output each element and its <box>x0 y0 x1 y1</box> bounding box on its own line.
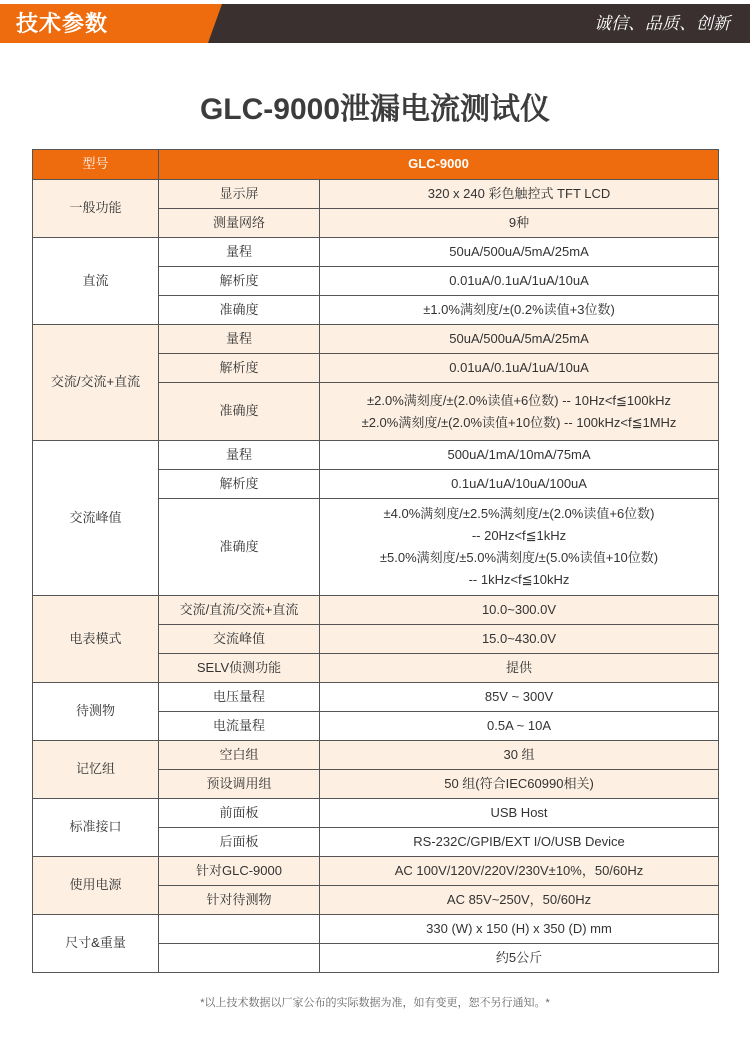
param-value-cell: 30 组 <box>320 741 719 770</box>
param-value-cell: 50uA/500uA/5mA/25mA <box>320 238 719 267</box>
table-row <box>33 441 719 470</box>
category-cell: 标准接口 <box>33 799 159 857</box>
param-value-cell: 320 x 240 彩色触控式 TFT LCD <box>320 180 719 209</box>
param-label-cell: 交流/直流/交流+直流 <box>159 596 320 625</box>
param-value-cell: USB Host <box>320 799 719 828</box>
param-value-cell: 9种 <box>320 209 719 238</box>
param-label-cell: 量程 <box>159 325 320 354</box>
param-value-cell: 提供 <box>320 654 719 683</box>
param-value-cell: 330 (W) x 150 (H) x 350 (D) mm <box>320 915 719 944</box>
banner-title: 技术参数 <box>16 11 109 36</box>
value-line: ±4.0%满刻度/±2.5%满刻度/±(2.0%读值+6位数) <box>383 506 655 521</box>
param-label-cell <box>159 915 320 944</box>
param-label-cell: 量程 <box>159 238 320 267</box>
param-value-cell: 15.0~430.0V <box>320 625 719 654</box>
param-label-cell: 准确度 <box>159 383 320 441</box>
param-label-cell: 前面板 <box>159 799 320 828</box>
param-value-cell: 约5公斤 <box>320 944 719 973</box>
param-value-cell: AC 100V/120V/220V/230V±10%，50/60Hz <box>320 857 719 886</box>
table-row <box>33 325 719 354</box>
value-line: -- 20Hz<f≦1kHz <box>471 528 567 543</box>
param-value-multiline <box>320 383 719 441</box>
category-cell: 交流/交流+直流 <box>33 325 159 441</box>
banner-slogan: 诚信、品质、创新 <box>594 14 730 33</box>
table-row <box>33 857 719 886</box>
category-cell: 记忆组 <box>33 741 159 799</box>
category-cell: 交流峰值 <box>33 441 159 596</box>
param-label-cell: 后面板 <box>159 828 320 857</box>
param-label-cell: 准确度 <box>159 296 320 325</box>
model-value: GLC-9000 <box>159 150 719 180</box>
param-label-cell: 空白组 <box>159 741 320 770</box>
param-label-cell: 电压量程 <box>159 683 320 712</box>
param-label-cell: 解析度 <box>159 470 320 499</box>
param-value-cell: 0.1uA/1uA/10uA/100uA <box>320 470 719 499</box>
param-label-cell: 准确度 <box>159 499 320 596</box>
table-row <box>33 180 719 209</box>
param-value-cell: 85V ~ 300V <box>320 683 719 712</box>
param-value-multiline <box>320 499 719 596</box>
category-cell: 尺寸&重量 <box>33 915 159 973</box>
category-cell: 使用电源 <box>33 857 159 915</box>
param-label-cell: 针对待测物 <box>159 886 320 915</box>
param-value-cell: 500uA/1mA/10mA/75mA <box>320 441 719 470</box>
param-label-cell: 预设调用组 <box>159 770 320 799</box>
table-row <box>33 741 719 770</box>
table-row <box>33 238 719 267</box>
category-cell: 直流 <box>33 238 159 325</box>
value-line: -- 1kHz<f≦10kHz <box>468 572 570 587</box>
value-line: ±2.0%满刻度/±(2.0%读值+6位数) -- 10Hz<f≦100kHz <box>366 392 672 408</box>
model-label: 型号 <box>33 150 159 180</box>
param-label-cell: 解析度 <box>159 267 320 296</box>
category-cell: 电表模式 <box>33 596 159 683</box>
page-title: GLC-9000泄漏电流测试仪 <box>199 93 551 126</box>
param-label-cell: 针对GLC-9000 <box>159 857 320 886</box>
param-value-cell: RS-232C/GPIB/EXT I/O/USB Device <box>320 828 719 857</box>
spec-table <box>32 149 719 973</box>
param-value-cell: 50 组(符合IEC60990相关) <box>320 770 719 799</box>
param-value-cell: ±1.0%满刻度/±(0.2%读值+3位数) <box>320 296 719 325</box>
table-header-row <box>33 150 719 180</box>
header-banner <box>0 4 750 43</box>
category-cell: 一般功能 <box>33 180 159 238</box>
value-line: ±5.0%满刻度/±5.0%满刻度/±(5.0%读值+10位数) <box>379 550 659 565</box>
param-label-cell: 显示屏 <box>159 180 320 209</box>
table-row <box>33 683 719 712</box>
param-label-cell: 交流峰值 <box>159 625 320 654</box>
param-label-cell: 电流量程 <box>159 712 320 741</box>
param-label-cell: SELV侦测功能 <box>159 654 320 683</box>
param-value-cell: 0.01uA/0.1uA/1uA/10uA <box>320 354 719 383</box>
param-label-cell: 量程 <box>159 441 320 470</box>
value-line: ±2.0%满刻度/±(2.0%读值+10位数) -- 100kHz<f≦1MHz <box>361 414 677 430</box>
param-value-cell: AC 85V~250V，50/60Hz <box>320 886 719 915</box>
table-row <box>33 915 719 944</box>
category-cell: 待测物 <box>33 683 159 741</box>
table-row <box>33 799 719 828</box>
param-value-cell: 50uA/500uA/5mA/25mA <box>320 325 719 354</box>
param-value-cell: 0.5A ~ 10A <box>320 712 719 741</box>
param-value-cell: 0.01uA/0.1uA/1uA/10uA <box>320 267 719 296</box>
table-row <box>33 596 719 625</box>
footnote: *以上技术数据以厂家公布的实际数据为准，如有变更，恕不另行通知。* <box>200 997 550 1009</box>
param-label-cell: 测量网络 <box>159 209 320 238</box>
param-label-cell <box>159 944 320 973</box>
param-label-cell: 解析度 <box>159 354 320 383</box>
param-value-cell: 10.0~300.0V <box>320 596 719 625</box>
